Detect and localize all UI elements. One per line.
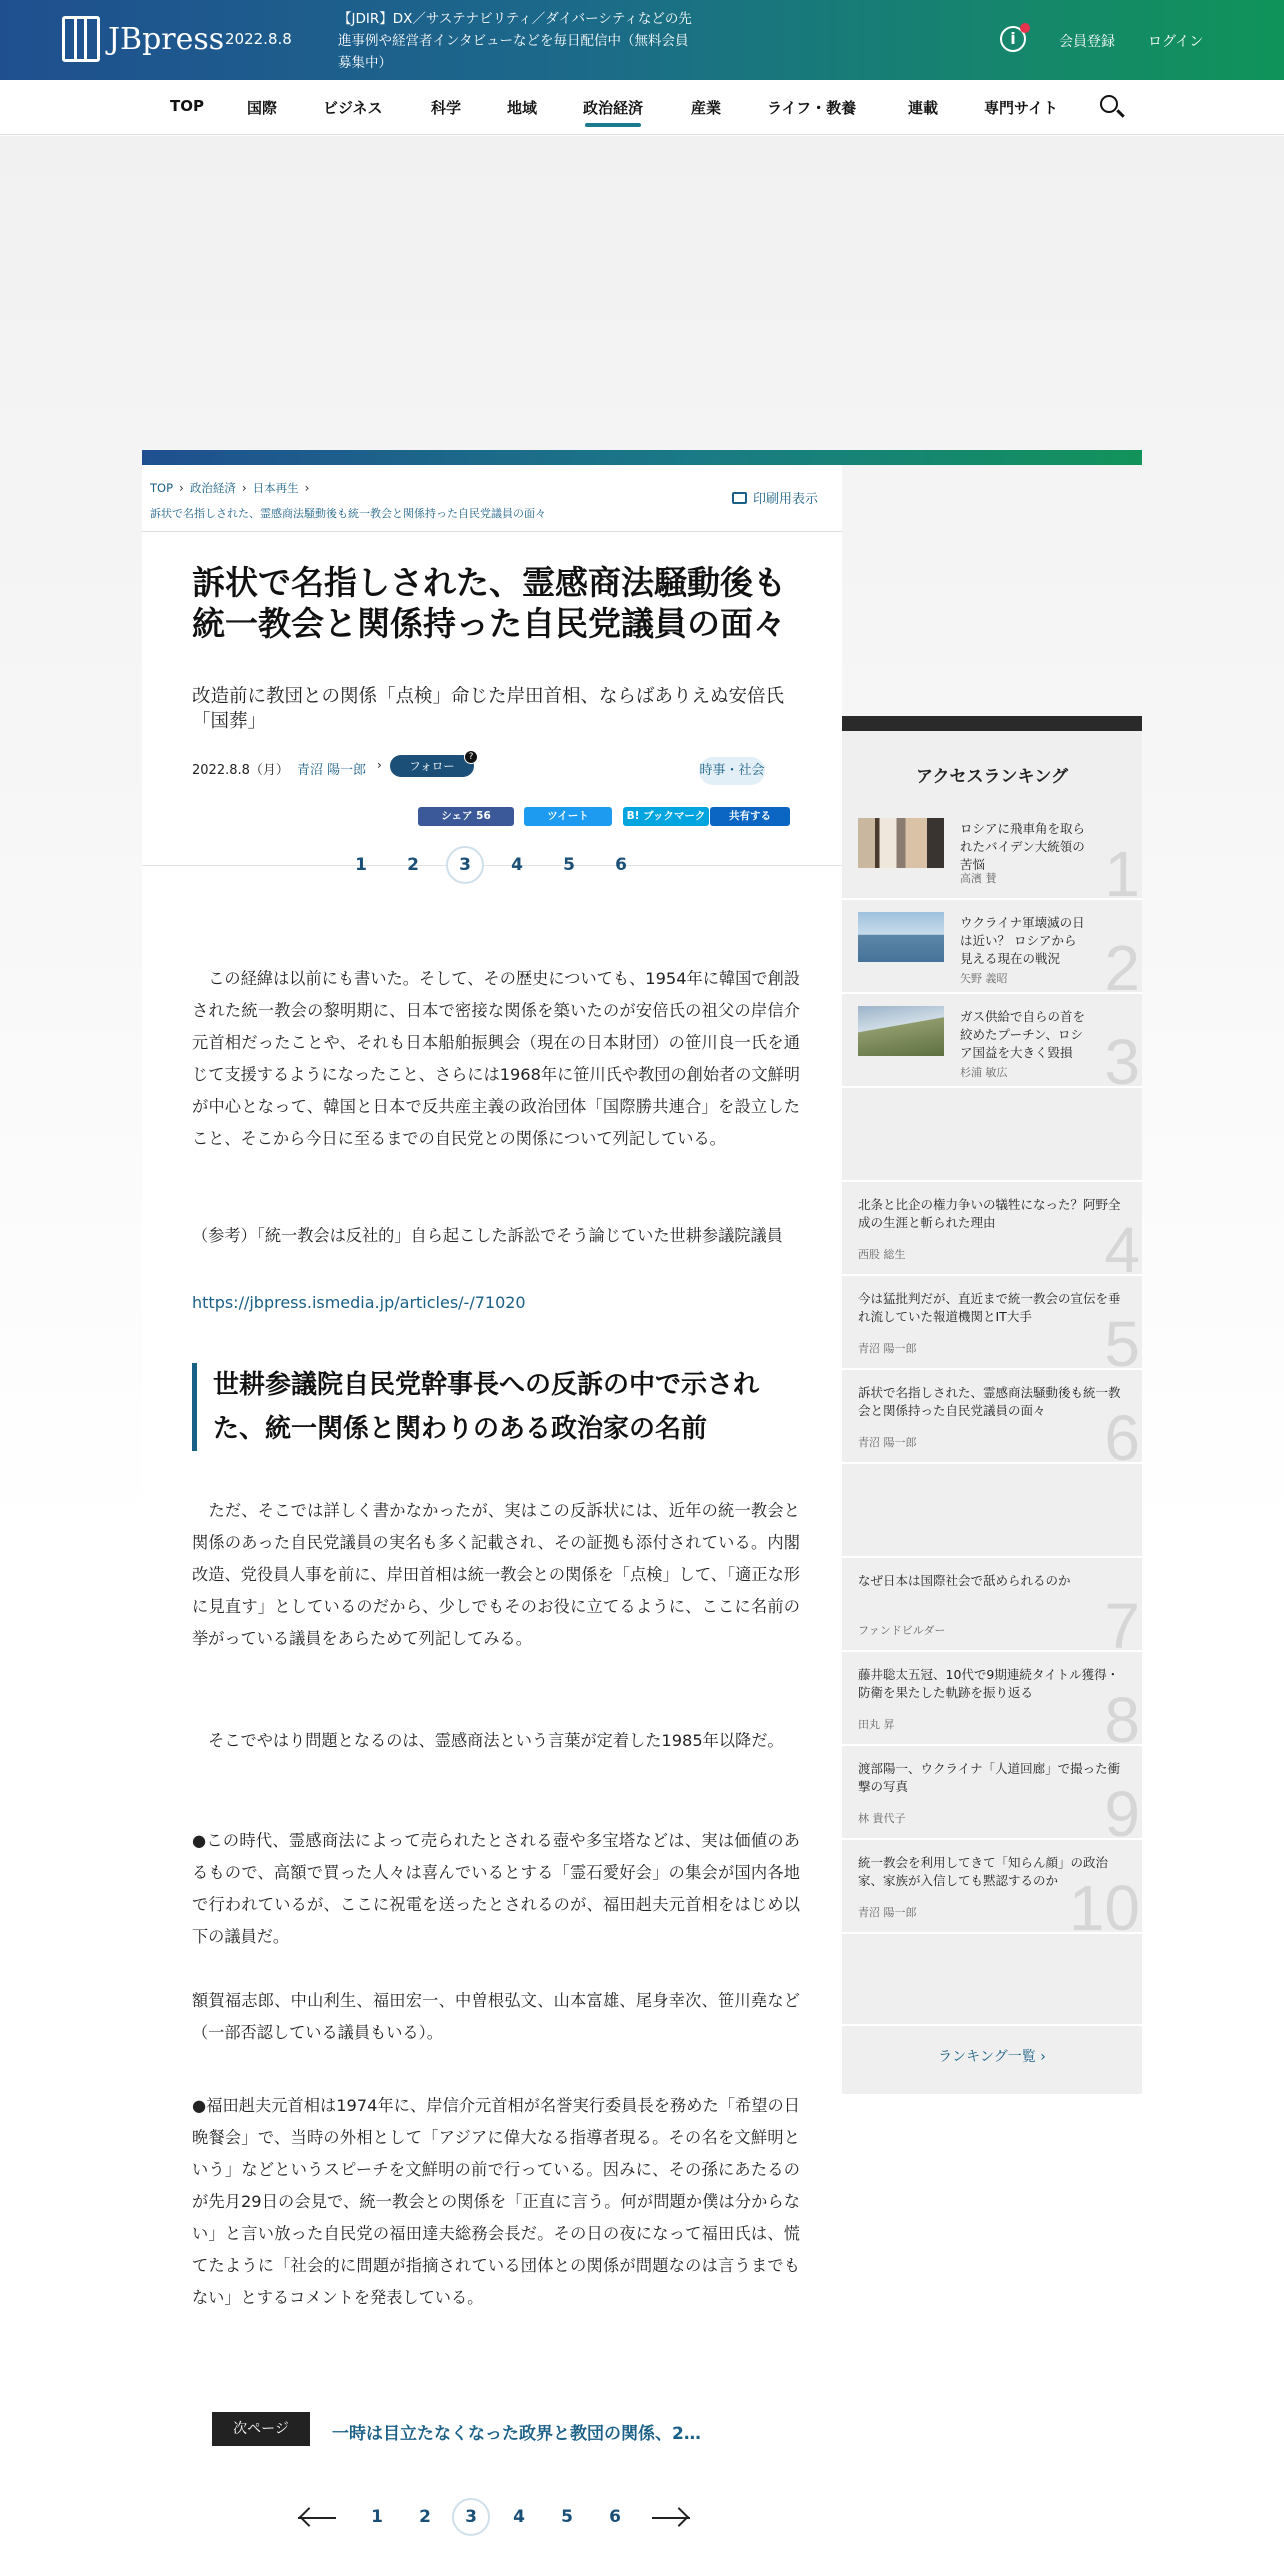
info-glyph: i bbox=[1010, 29, 1016, 48]
article-paragraph: そこでやはり問題となるのは、霊感商法という言葉が定着した1985年以降だ。 bbox=[192, 1731, 784, 1750]
author-arrow-icon: › bbox=[377, 758, 382, 772]
prev-arrow-icon[interactable] bbox=[298, 2517, 336, 2519]
access-ranking bbox=[842, 716, 1142, 2094]
nav-region[interactable]: 地域 bbox=[507, 99, 538, 117]
page-link[interactable]: 2 bbox=[407, 855, 419, 875]
ranking-topbar bbox=[842, 716, 1142, 731]
linkedin-share-button[interactable]: 共有する bbox=[710, 807, 790, 826]
follow-help-icon[interactable]: ? bbox=[464, 750, 478, 764]
reference-note: （参考）「統一教会は反社的」自ら起こした訴訟でそう論じていた世耕参議院議員 bbox=[192, 1226, 783, 1245]
page-link[interactable]: 6 bbox=[615, 855, 627, 875]
nav-industry[interactable]: 産業 bbox=[691, 99, 722, 117]
ranking-item[interactable] bbox=[842, 808, 1142, 900]
ranking-thumbnail bbox=[858, 818, 944, 868]
breadcrumb-top[interactable]: TOP bbox=[150, 481, 174, 495]
ranking-item[interactable] bbox=[842, 1560, 1142, 1652]
ranking-ad-slot bbox=[842, 1090, 1142, 1182]
article-paragraph: 額賀福志郎、中山利生、福田宏一、中曽根弘文、山本富雄、尾身幸次、笹川堯など（一部否認している議員もいる）。 bbox=[192, 1991, 800, 2042]
follow-label: フォロー bbox=[409, 759, 455, 773]
ranking-number: 5 bbox=[1104, 1308, 1140, 1370]
facebook-share-button[interactable]: シェア 56 bbox=[418, 807, 514, 826]
page-link[interactable]: 5 bbox=[561, 2507, 573, 2527]
ranking-item-author: 青沼 陽一郎 bbox=[858, 1906, 917, 1919]
print-label: 印刷用表示 bbox=[753, 492, 819, 507]
pagination-divider bbox=[142, 865, 842, 866]
ranking-item-title: ロシアに飛車角を取られたバイデン大統領の苦悩 bbox=[960, 821, 1086, 872]
ranking-number: 10 bbox=[1068, 1872, 1140, 1934]
category-tag[interactable]: 時事・社会 bbox=[699, 757, 765, 785]
ranking-item[interactable] bbox=[842, 996, 1142, 1088]
search-icon[interactable] bbox=[1100, 95, 1118, 113]
page-link[interactable]: 4 bbox=[513, 2507, 525, 2527]
page-link[interactable]: 4 bbox=[511, 855, 523, 875]
page-link[interactable]: 1 bbox=[355, 855, 367, 875]
print-button[interactable] bbox=[732, 488, 818, 507]
divider bbox=[142, 531, 842, 532]
article-subtitle: 改造前に教団との関係「点検」命じた岸田首相、ならばありえぬ安倍氏「国葬」 bbox=[192, 686, 785, 732]
ranking-number: 9 bbox=[1104, 1778, 1140, 1840]
ranking-item-title: 訴状で名指しされた、霊感商法騒動後も統一教会と関係持った自民党議員の面々 bbox=[858, 1385, 1121, 1418]
article-paragraph: ●この時代、霊感商法によって売られたとされる壺や多宝塔などは、実は価値のあるもので、高額で買った人々は喜んでいるとする「霊石愛好会」の集会が国内各地で行われているが、ここに祝電を送ったとされるのが、福田赳夫元首相をはじめ以下の議員だ。 bbox=[192, 1831, 800, 1946]
ranking-number: 3 bbox=[1104, 1026, 1140, 1088]
ranking-item-author: 杉浦 敏広 bbox=[960, 1066, 1008, 1079]
follow-button[interactable] bbox=[390, 752, 474, 777]
header-news-link[interactable]: 【JDIR】DX／サステナビリティ／ダイバーシティなどの先進事例や経営者インタビューなどを毎日配信中（無料会員募集中） bbox=[338, 11, 692, 71]
ranking-item-title: 渡部陽一、ウクライナ「人道回廊」で撮った衝撃の写真 bbox=[858, 1761, 1121, 1794]
page-link-current: 3 bbox=[452, 2498, 490, 2536]
breadcrumb-japan-revival[interactable]: 日本再生 bbox=[252, 481, 299, 495]
ranking-item[interactable] bbox=[842, 902, 1142, 994]
ranking-item-author: 林 貴代子 bbox=[858, 1812, 906, 1825]
nav-international[interactable]: 国際 bbox=[247, 99, 278, 117]
ranking-item-author: 田丸 昇 bbox=[858, 1718, 895, 1731]
breadcrumb bbox=[150, 480, 315, 496]
breadcrumb-separator: › bbox=[241, 481, 247, 495]
site-header bbox=[0, 0, 1284, 80]
ranking-item-title: 統一教会を利用してきて「知らん顔」の政治家、家族が入信しても黙認するのか bbox=[858, 1855, 1109, 1888]
ranking-item-title: 今は猛批判だが、直近まで統一教会の宣伝を垂れ流していた報道機関とIT大手 bbox=[858, 1291, 1121, 1324]
twitter-share-button[interactable]: ツイート bbox=[524, 807, 612, 826]
article-title: 訴状で名指しされた、霊感商法騒動後も統一教会と関係持った自民党議員の面々 bbox=[192, 563, 786, 643]
ranking-item-title: 北条と比企の権力争いの犠牲になった？阿野全成の生涯と斬られた理由 bbox=[858, 1197, 1121, 1230]
article bbox=[142, 465, 842, 2568]
ranking-item-author: 青沼 陽一郎 bbox=[858, 1342, 917, 1355]
ranking-number: 2 bbox=[1104, 932, 1140, 994]
ranking-item[interactable] bbox=[842, 1278, 1142, 1370]
ranking-number: 4 bbox=[1104, 1214, 1140, 1276]
nav-science[interactable]: 科学 bbox=[431, 99, 462, 117]
ranking-item-author: ファンドビルダー bbox=[858, 1624, 946, 1637]
ranking-item-author: 青沼 陽一郎 bbox=[858, 1436, 917, 1449]
article-paragraph: この経緯は以前にも書いた。そして、その歴史についても、1954年に韓国で創設された統一教会の黎明期に、日本で密接な関係を築いたのが安倍氏の祖父の岸信介元首相だったことや、それも日本船舶振興会（現在の日本財団）の笹川良一氏を通じて支援するようになったこと、さらには1968年に笹川氏や教団の創始者の文鮮明が中心となって、韓国と日本で反共産主義の政治団体「国際勝共連合」を設立したこと、そこから今日に至るまでの自民党との関係について列記している。 bbox=[192, 969, 800, 1148]
ranking-item-author: 西股 総生 bbox=[858, 1248, 906, 1261]
ranking-more-link[interactable]: ランキング一覧 › bbox=[842, 2024, 1142, 2094]
page-link[interactable]: 5 bbox=[563, 855, 575, 875]
ranking-item[interactable] bbox=[842, 1748, 1142, 1840]
article-paragraph: ●福田赳夫元首相は1974年に、岸信介元首相が名誉実行委員長を務めた「希望の日晩餐会」で、当時の外相として「アジアに偉大なる指導者現る。その名を文鮮明という」などというスピーチを文鮮明の前で行っている。因みに、その孫にあたるのが先月29日の会見で、統一教会との関係を「正直に言う。何が問題か僕は分からない」と言い放った自民党の福田達夫総務会長だ。その日の夜になって福田氏は、慌てたように「社会的に問題が指摘されている団体との関係が問題なのは言うまでもない」とするコメントを発表している。 bbox=[192, 2096, 800, 2307]
ranking-item[interactable] bbox=[842, 1372, 1142, 1464]
breadcrumb-politics[interactable]: 政治経済 bbox=[189, 481, 236, 495]
nav-top[interactable]: TOP bbox=[170, 97, 204, 115]
logo-text: JBpress bbox=[108, 21, 225, 57]
hatena-bookmark-button[interactable]: B! ブックマーク bbox=[623, 807, 709, 826]
ranking-item-title: 藤井聡太五冠、10代で9期連続タイトル獲得・防衛を果たした軌跡を振り返る bbox=[858, 1667, 1120, 1700]
breadcrumb-separator: › bbox=[179, 481, 184, 495]
reference-link[interactable]: https://jbpress.ismedia.jp/articles/-/71020 bbox=[192, 1293, 526, 1312]
register-link[interactable]: 会員登録 bbox=[1059, 34, 1115, 50]
printer-icon bbox=[732, 492, 747, 504]
ranking-item-title: ウクライナ軍壊滅の日は近い？ ロシアから見える現在の戦況 bbox=[960, 915, 1085, 966]
accent-bar bbox=[142, 450, 1142, 465]
next-page-label[interactable]: 次ページ bbox=[212, 2412, 310, 2446]
article-paragraph: ただ、そこでは詳しく書かなかったが、実はこの反訴状には、近年の統一教会と関係のあった自民党議員の実名も多く記載され、その証拠も添付されている。内閣改造、党役員人事を前に、岸田首相は統一教会との関係を「点検」して、「適正な形に見直す」としているのだから、少しでもそのお役に立てるように、ここに名前の挙がっている議員をあらためて列記してみる。 bbox=[192, 1501, 800, 1648]
nav-business[interactable]: ビジネス bbox=[323, 99, 383, 117]
header-date: 2022.8.8 bbox=[225, 30, 292, 48]
nav-politics-economy[interactable]: 政治経済 bbox=[583, 99, 644, 117]
ranking-number: 6 bbox=[1104, 1402, 1140, 1464]
ranking-item-author: 矢野 義昭 bbox=[960, 972, 1008, 985]
notification-dot bbox=[1020, 23, 1030, 33]
next-arrow-icon[interactable] bbox=[652, 2517, 690, 2519]
ranking-item-title: ガス供給で自らの首を絞めたプーチン、ロシア国益を大きく毀損 bbox=[960, 1009, 1086, 1060]
ranking-thumbnail bbox=[858, 912, 944, 962]
page-link-current: 3 bbox=[446, 846, 484, 884]
ranking-ad-slot bbox=[842, 1466, 1142, 1558]
logo-book-icon bbox=[62, 16, 100, 62]
ranking-item[interactable] bbox=[842, 1654, 1142, 1746]
ranking-item-author: 高濱 賛 bbox=[960, 872, 997, 885]
notification-icon[interactable] bbox=[1000, 26, 1026, 52]
page-link[interactable]: 2 bbox=[419, 2507, 431, 2527]
ranking-item[interactable] bbox=[842, 1184, 1142, 1276]
breadcrumb-current[interactable]: 訴状で名指しされた、霊感商法騒動後も統一教会と関係持った自民党議員の面々 bbox=[150, 507, 546, 520]
ranking-number: 7 bbox=[1104, 1590, 1140, 1652]
site-logo[interactable] bbox=[62, 16, 224, 62]
page-link[interactable]: 6 bbox=[609, 2507, 621, 2527]
ranking-item[interactable] bbox=[842, 1842, 1142, 1934]
author-link[interactable]: 青沼 陽一郎 bbox=[297, 763, 367, 778]
main-nav bbox=[0, 80, 1284, 135]
ranking-thumbnail bbox=[858, 1006, 944, 1056]
page-link[interactable]: 1 bbox=[371, 2507, 383, 2527]
login-link[interactable]: ログイン bbox=[1148, 34, 1204, 50]
nav-life-culture[interactable]: ライフ・教養 bbox=[767, 99, 857, 117]
next-page-link[interactable]: 一時は目立たなくなった政界と教団の関係、2… bbox=[332, 2424, 701, 2444]
nav-series[interactable]: 連載 bbox=[908, 99, 939, 117]
ranking-number: 1 bbox=[1104, 838, 1140, 900]
article-date: 2022.8.8（月） bbox=[192, 763, 289, 778]
section-heading: 世耕参議院自民党幹事長への反訴の中で示された、統一関係と関わりのある政治家の名前 bbox=[192, 1363, 800, 1451]
ranking-number: 8 bbox=[1104, 1684, 1140, 1746]
breadcrumb-separator: › bbox=[304, 481, 310, 495]
nav-special-sites[interactable]: 専門サイト bbox=[984, 99, 1058, 117]
ranking-item-title: なぜ日本は国際社会で舐められるのか bbox=[858, 1573, 1071, 1588]
ranking-title: アクセスランキング bbox=[916, 767, 1068, 787]
